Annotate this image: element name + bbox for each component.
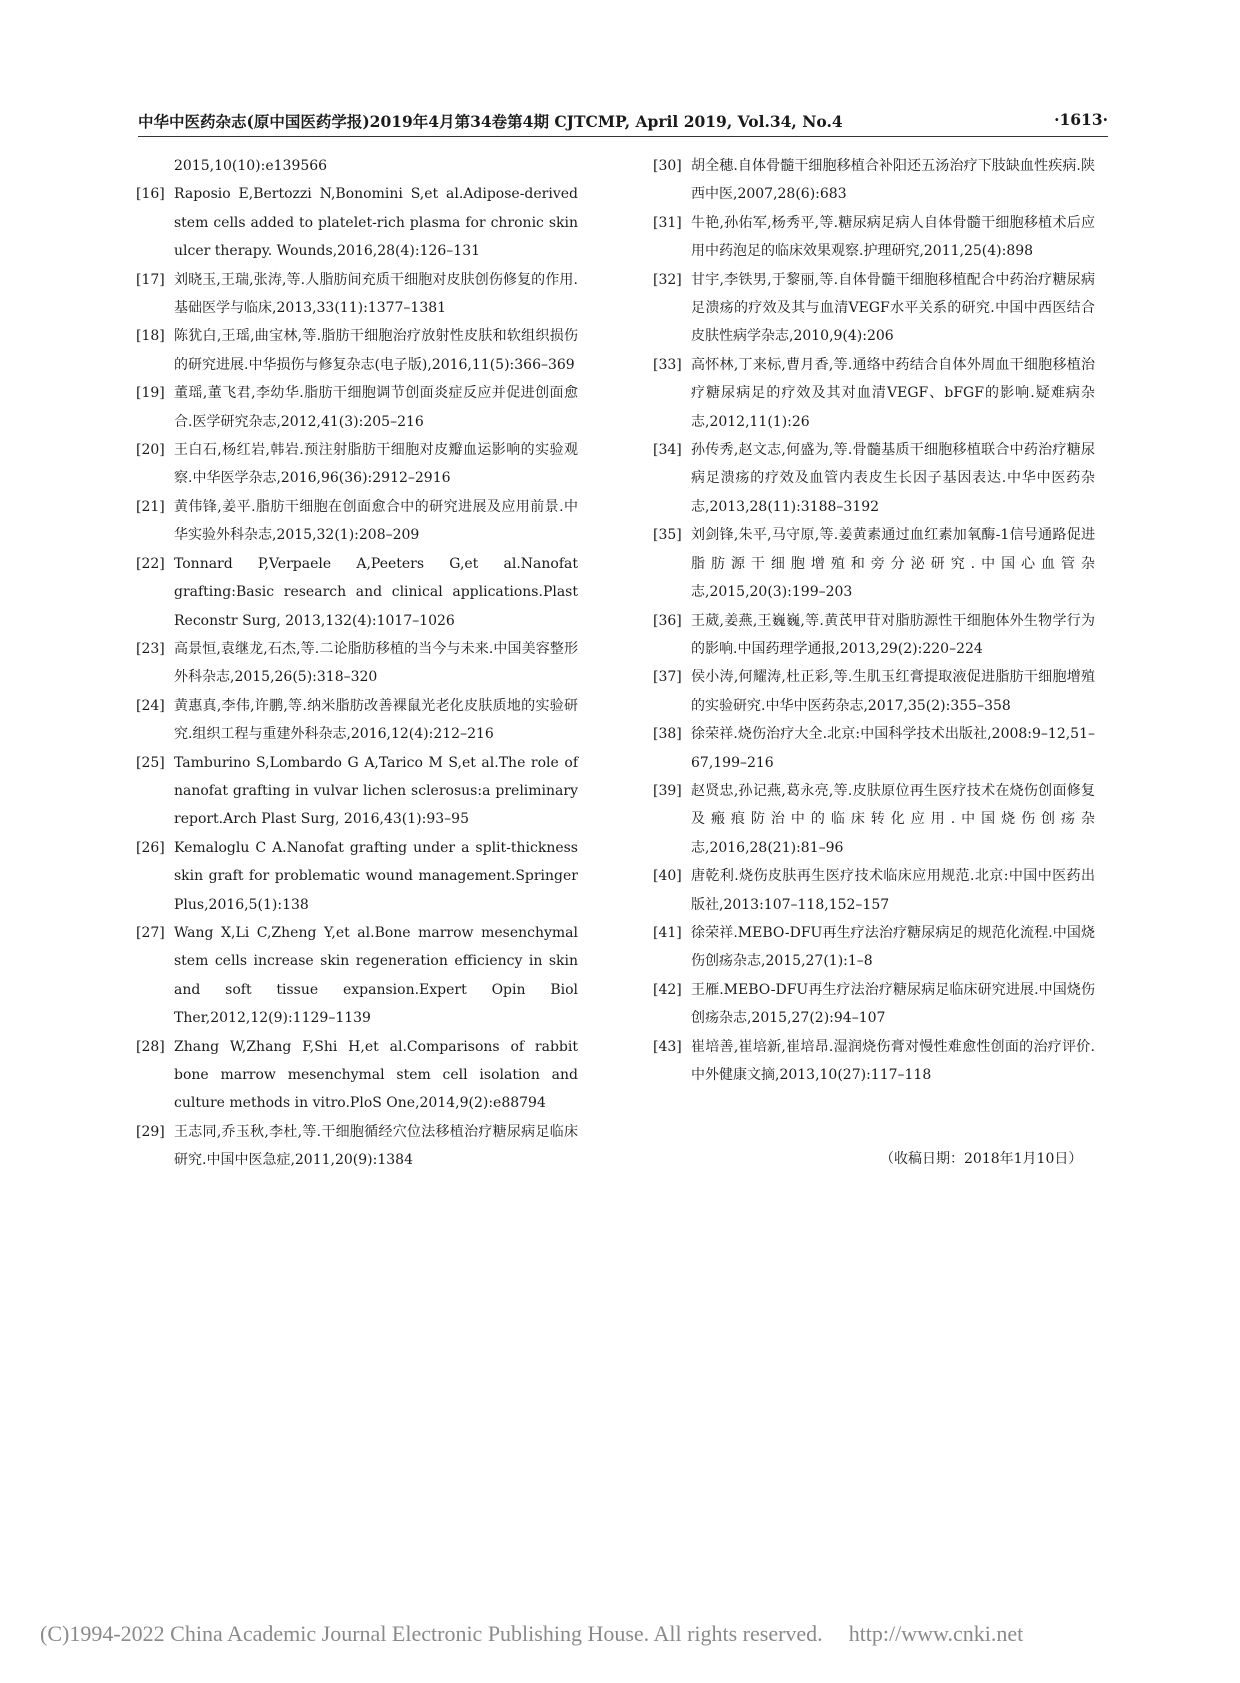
reference-text: 刘晓玉,王瑞,张涛,等.人脂肪间充质干细胞对皮肤创伤修复的作用.基础医学与临床,2013,33(11):1377–1381 <box>174 271 578 317</box>
reference-number: [35] <box>653 527 682 544</box>
reference-number: [39] <box>653 782 682 799</box>
copyright-footer <box>40 1621 1220 1647</box>
reference-number: [42] <box>653 981 682 998</box>
reference-number: [26] <box>136 839 165 856</box>
reference-item <box>655 976 1095 1033</box>
reference-column-right <box>655 152 1095 1089</box>
copyright-text: (C)1994-2022 China Academic Journal Electronic Publishing House. All rights reserved. <box>40 1621 823 1646</box>
reference-number: [33] <box>653 356 682 373</box>
reference-text: 黄惠真,李伟,许鹏,等.纳米脂肪改善裸鼠光老化皮肤质地的实验研究.组织工程与重建外科杂志,2016,12(4):212–216 <box>174 697 578 743</box>
reference-number: [18] <box>136 328 165 345</box>
reference-item <box>138 919 578 1033</box>
reference-list-left <box>138 180 578 1174</box>
reference-number: [41] <box>653 924 682 941</box>
reference-text: 王葳,姜燕,王巍巍,等.黄芪甲苷对脂肪源性干细胞体外生物学行为的影响.中国药理学通报,2013,29(2):220–224 <box>691 612 1095 657</box>
reference-number: [29] <box>136 1123 165 1140</box>
cnki-url: http://www.cnki.net <box>848 1621 1024 1646</box>
reference-number: [43] <box>653 1038 682 1055</box>
reference-text: 唐乾利.烧伤皮肤再生医疗技术临床应用规范.北京:中国中医药出版社,2013:107–118,152–157 <box>691 868 1095 913</box>
reference-item <box>138 322 578 379</box>
reference-number: [19] <box>136 385 165 402</box>
reference-item <box>655 266 1095 351</box>
reference-text: 孙传秀,赵文志,何盛为,等.骨髓基质干细胞移植联合中药治疗糖尿病足溃疡的疗效及血管内表皮生长因子基因表达.中华中医药杂志,2013,28(11):3188–3192 <box>691 442 1095 515</box>
reference-number: [28] <box>136 1038 165 1055</box>
reference-item <box>655 521 1095 606</box>
reference-text: 赵贤忠,孙记燕,葛永亮,等.皮肤原位再生医疗技术在烧伤创面修复及瘢痕防治中的临床转化应用.中国烧伤创疡杂志,2016,28(21):81–96 <box>691 782 1095 856</box>
reference-item <box>655 607 1095 664</box>
reference-text: 刘剑锋,朱平,马守原,等.姜黄素通过血红素加氧酶-1信号通路促进脂肪源干细胞增殖和旁分泌研究.中国心血管杂志,2015,20(3):199–203 <box>691 527 1095 601</box>
reference-number: [25] <box>136 754 165 771</box>
reference-text: 王雁.MEBO-DFU再生疗法治疗糖尿病足临床研究进展.中国烧伤创疡杂志,2015,27(2):94–107 <box>691 981 1095 1027</box>
reference-item <box>655 862 1095 919</box>
reference-number: [23] <box>136 640 165 657</box>
running-header <box>138 106 1108 136</box>
reference-item <box>655 1033 1095 1090</box>
reference-text: 黄伟锋,姜平.脂肪干细胞在创面愈合中的研究进展及应用前景.中华实验外科杂志,2015,32(1):208–209 <box>174 498 578 544</box>
reference-continuation <box>138 152 578 180</box>
reference-item <box>138 1118 578 1175</box>
reference-text: 高景恒,袁继龙,石杰,等.二论脂肪移植的当今与未来.中国美容整形外科杂志,2015,26(5):318–320 <box>174 640 578 686</box>
reference-item <box>655 209 1095 266</box>
reference-number: [31] <box>653 214 682 231</box>
reference-number: [27] <box>136 924 165 941</box>
reference-item <box>655 351 1095 436</box>
reference-text: 2015,10(10):e139566 <box>174 158 328 174</box>
reference-item <box>138 692 578 749</box>
reference-text: 高怀林,丁来标,曹月香,等.通络中药结合自体外周血干细胞移植治疗糖尿病足的疗效及其对血清VEGF、bFGF的影响.疑难病杂志,2012,11(1):26 <box>691 356 1095 430</box>
reference-list-right <box>655 152 1095 1089</box>
header-divider <box>138 136 1108 137</box>
reference-text: Tonnard P,Verpaele A,Peeters G,et al.Nanofat grafting:Basic research and clinical applications.Plast Reconstr Surg, 2013,132(4):1017–1026 <box>174 555 578 629</box>
reference-item <box>138 436 578 493</box>
reference-text: 王白石,杨红岩,韩岩.预注射脂肪干细胞对皮瓣血运影响的实验观察.中华医学杂志,2016,96(36):2912–2916 <box>174 442 578 487</box>
reference-number: [34] <box>653 442 682 459</box>
reference-item <box>138 834 578 919</box>
reference-text: 崔培善,崔培新,崔培昂.湿润烧伤膏对慢性难愈性创面的治疗评价.中外健康文摘,2013,10(27):117–118 <box>691 1038 1095 1083</box>
reference-item <box>655 663 1095 720</box>
reference-item <box>138 266 578 323</box>
reference-text: Tamburino S,Lombardo G A,Tarico M S,et al.The role of nanofat grafting in vulvar lichen sclerosus:a preliminary report.Arch Plast Surg, 2016,43(1):93–95 <box>174 754 578 828</box>
reference-text: Raposio E,Bertozzi N,Bonomini S,et al.Adipose-derived stem cells added to platelet-rich plasma for chronic skin ulcer therapy. Wounds,2016,28(4):126–131 <box>174 186 578 260</box>
reference-text: 陈犹白,王瑶,曲宝林,等.脂肪干细胞治疗放射性皮肤和软组织损伤的研究进展.中华损伤与修复杂志(电子版),2016,11(5):366–369 <box>174 328 578 373</box>
reference-number: [17] <box>136 271 165 288</box>
reference-item <box>655 919 1095 976</box>
reference-text: 牛艳,孙佑军,杨秀平,等.糖尿病足病人自体骨髓干细胞移植术后应用中药泡足的临床效果观察.护理研究,2011,25(4):898 <box>691 214 1095 260</box>
reference-number: [36] <box>653 612 682 629</box>
reference-number: [20] <box>136 442 165 459</box>
reference-text: 甘宇,李铁男,于黎丽,等.自体骨髓干细胞移植配合中药治疗糖尿病足溃疡的疗效及其与血清VEGF水平关系的研究.中国中西医结合皮肤性病学杂志,2010,9(4):206 <box>691 271 1095 345</box>
reference-item <box>138 379 578 436</box>
reference-item <box>655 152 1095 209</box>
reference-text: 徐荣祥.烧伤治疗大全.北京:中国科学技术出版社,2008:9–12,51–67,199–216 <box>691 726 1095 771</box>
reference-number: [21] <box>136 498 165 515</box>
reference-item <box>655 777 1095 862</box>
reference-text: 王志同,乔玉秋,李杜,等.干细胞循经穴位法移植治疗糖尿病足临床研究.中国中医急症,2011,20(9):1384 <box>174 1123 578 1169</box>
reference-text: Kemaloglu C A.Nanofat grafting under a split-thickness skin graft for problematic wound management.Springer Plus,2016,5(1):138 <box>174 839 578 913</box>
reference-text: 董瑶,董飞君,李幼华.脂肪干细胞调节创面炎症反应并促进创面愈合.医学研究杂志,2012,41(3):205–216 <box>174 385 578 430</box>
page-number: ·1613· <box>1054 110 1108 129</box>
reference-item <box>138 493 578 550</box>
reference-item <box>655 436 1095 521</box>
reference-number: [16] <box>136 186 165 203</box>
journal-citation: 中华中医药杂志(原中国医药学报)2019年4月第34卷第4期 CJTCMP, April 2019, Vol.34, No.4 <box>138 112 843 131</box>
reference-number: [37] <box>653 669 682 686</box>
reference-number: [30] <box>653 158 682 174</box>
reference-number: [24] <box>136 697 165 714</box>
reference-column-left <box>138 152 578 1175</box>
reference-item <box>138 180 578 265</box>
reference-text: 胡全穗.自体骨髓干细胞移植合补阳还五汤治疗下肢缺血性疾病.陕西中医,2007,28(6):683 <box>691 158 1095 203</box>
reference-text: 侯小涛,何耀涛,杜正彩,等.生肌玉红膏提取液促进脂肪干细胞增殖的实验研究.中华中医药杂志,2017,35(2):355–358 <box>691 669 1095 714</box>
received-date: （收稿日期：2018年1月10日） <box>880 1151 1083 1167</box>
reference-number: [22] <box>136 555 165 572</box>
reference-item <box>138 1033 578 1118</box>
reference-text: Wang X,Li C,Zheng Y,et al.Bone marrow mesenchymal stem cells increase skin regeneration efficiency in skin and soft tissue expansion.Expert Opin Biol Ther,2012,12(9):1129–1139 <box>174 924 578 1027</box>
reference-item <box>138 635 578 692</box>
reference-number: [38] <box>653 726 682 743</box>
reference-number: [32] <box>653 271 682 288</box>
reference-text: 徐荣祥.MEBO-DFU再生疗法治疗糖尿病足的规范化流程.中国烧伤创疡杂志,2015,27(1):1–8 <box>691 924 1095 970</box>
reference-item <box>138 749 578 834</box>
reference-number: [40] <box>653 868 682 885</box>
reference-item <box>138 550 578 635</box>
reference-text: Zhang W,Zhang F,Shi H,et al.Comparisons of rabbit bone marrow mesenchymal stem cell isolation and culture methods in vitro.PloS One,2014,9(2):e88794 <box>174 1038 578 1112</box>
reference-item <box>655 720 1095 777</box>
